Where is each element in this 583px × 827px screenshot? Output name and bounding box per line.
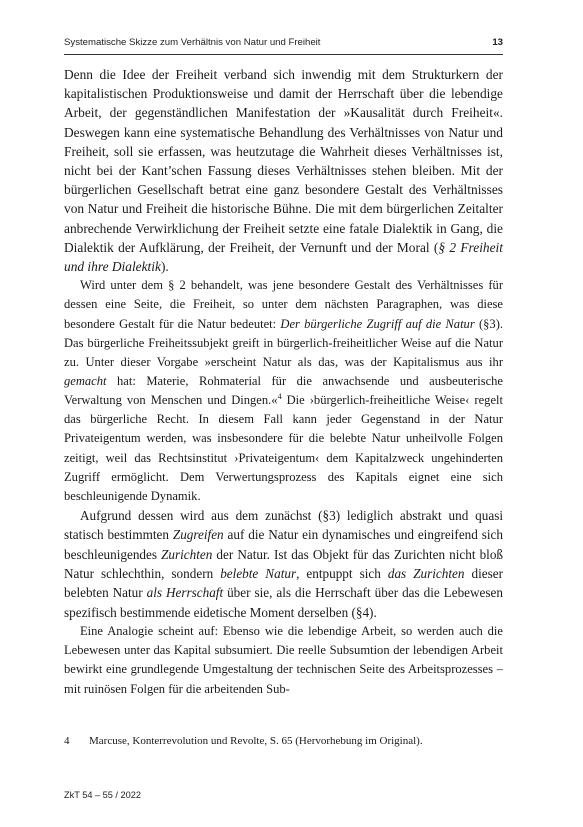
running-title: Systematische Skizze zum Verhältnis von Natur und Freiheit xyxy=(64,37,321,48)
footnote-reference[interactable]: 4 xyxy=(277,392,282,401)
paragraph-3-emphasis-5: als Herrschaft xyxy=(146,585,224,601)
paragraph-4 xyxy=(64,622,503,699)
running-header xyxy=(64,37,503,51)
paragraph-3-emphasis: Zugreifen xyxy=(172,527,224,543)
paragraph-2-emphasis-2: gemacht xyxy=(64,374,107,389)
paragraph-3-text-3: der Natur. Ist das Objekt für das Zurichten nicht bloß Natur schlechthin, sondern xyxy=(64,546,504,581)
paragraph-2-text-4: Die ›bürgerlich-freiheitliche Weise‹ regelt das bürgerliche Recht. In diesem Fall kann jeder Gegenstand in der Natur Privateigentum werden, was insbesondere für die belebte Natur unheilvolle Folgen zeitigt, weil das Rechtsinstitut ›Privateigentum‹ dem Kapitalzweck ungehinderten Zugriff ermöglicht. Dem Verwertungsprozess des Kapitals eignet eine sich beschleunigende Dynamik. xyxy=(64,393,503,503)
footnote xyxy=(64,735,503,747)
paragraph-4-text: Eine Analogie scheint auf: Ebenso wie die lebendige Arbeit, so werden auch die Lebewesen unter das Kapital subsumiert. Die reelle Subsumtion der lebendigen Arbeit bewirkt eine grundlegende Umgestaltung der technischen Seite des Arbeitsprozesses – mit ruinösen Folgen für die arbeitenden Sub- xyxy=(64,623,503,696)
paragraph-3-text: Aufgrund dessen wird aus dem zunächst (§3) lediglich abstrakt und quasi statisch bestimmten xyxy=(64,508,503,543)
journal-footer: ZkT 54 – 55 / 2022 xyxy=(64,790,141,800)
paragraph-2 xyxy=(64,276,503,506)
paragraph-1 xyxy=(64,65,503,276)
footnote-text: Marcuse, Konterrevolution und Revolte, S. 65 (Hervorhebung im Original). xyxy=(89,735,423,747)
paragraph-2-emphasis: Der bürgerliche Zugriff auf die Natur xyxy=(280,316,475,331)
paragraph-3-emphasis-3: belebte Natur xyxy=(220,566,297,581)
paragraph-3-text-6: über sie, als die Herrschaft über das die Lebewesen spezifisch bestimmende eidetische Moment derselben (§4). xyxy=(64,585,503,620)
paragraph-2-text-3: hat: Materie, Rohmaterial für die anwachsende und ausbeuterische Verwaltung von Menschen und Dingen.« xyxy=(64,374,503,408)
paragraph-3-text-2: auf die Natur ein dynamisches und eingreifend sich beschleunigendes xyxy=(64,527,503,562)
page-number: 13 xyxy=(492,37,503,48)
paragraph-3-emphasis-4: das Zurichten xyxy=(387,566,465,581)
paragraph-3-text-5: dieser belebten Natur xyxy=(64,566,503,601)
header-rule xyxy=(64,54,503,55)
body-text xyxy=(64,65,503,699)
paragraph-2-text-2: (§3). Das bürgerliche Freiheitssubjekt greift in bürgerlich-freiheitlicher Weise auf die Natur zu. Unter dieser Vorgabe »erscheint Natur als das, was der Kapitalismus aus ihr xyxy=(64,316,504,369)
footnote-number: 4 xyxy=(64,735,70,747)
paragraph-1-emphasis: § 2 Freiheit und ihre Dialektik xyxy=(64,239,503,275)
paragraph-1-text: Denn die Idee der Freiheit verband sich inwendig mit dem Strukturkern der kapitalistischen Produktionsweise und damit der Herrschaft über die lebendige Arbeit, der gegenständlichen Manifestation der »Kausalität durch Freiheit«. Deswegen kann eine systematische Behandlung des Verhältnisses von Natur und Freiheit, soll sie erfassen, was heutzutage die Wahrheit dieses Verhältnisses ist, nicht bei der Kant’schen Fassung dieses Verhältnisses stehen bleiben. Mit der bürgerlichen Gesellschaft betrat eine ganz besondere Gestalt des Verhältnisses von Natur und Freiheit die historische Bühne. Die mit dem bürgerlichen Zeitalter anbrechende Verwirklichung der Freiheit setzte eine fatale Dialektik in Gang, die Dialektik der Aufklärung, der Freiheit, der Vernunft und der Moral ( xyxy=(64,67,503,255)
paragraph-3-emphasis-2: Zurichten xyxy=(161,546,213,562)
paragraph-1-text-end: ). xyxy=(160,259,169,275)
paragraph-2-text: Wird unter dem § 2 behandelt, was jene besondere Gestalt des Verhältnisses für dessen eine Seite, die Freiheit, so unter dem nächsten Paragraphen, was diese besondere Gestalt für die Natur bedeutet: xyxy=(64,278,503,331)
paragraph-3-text-4: , entpuppt sich xyxy=(296,566,388,581)
paragraph-3 xyxy=(64,506,503,622)
